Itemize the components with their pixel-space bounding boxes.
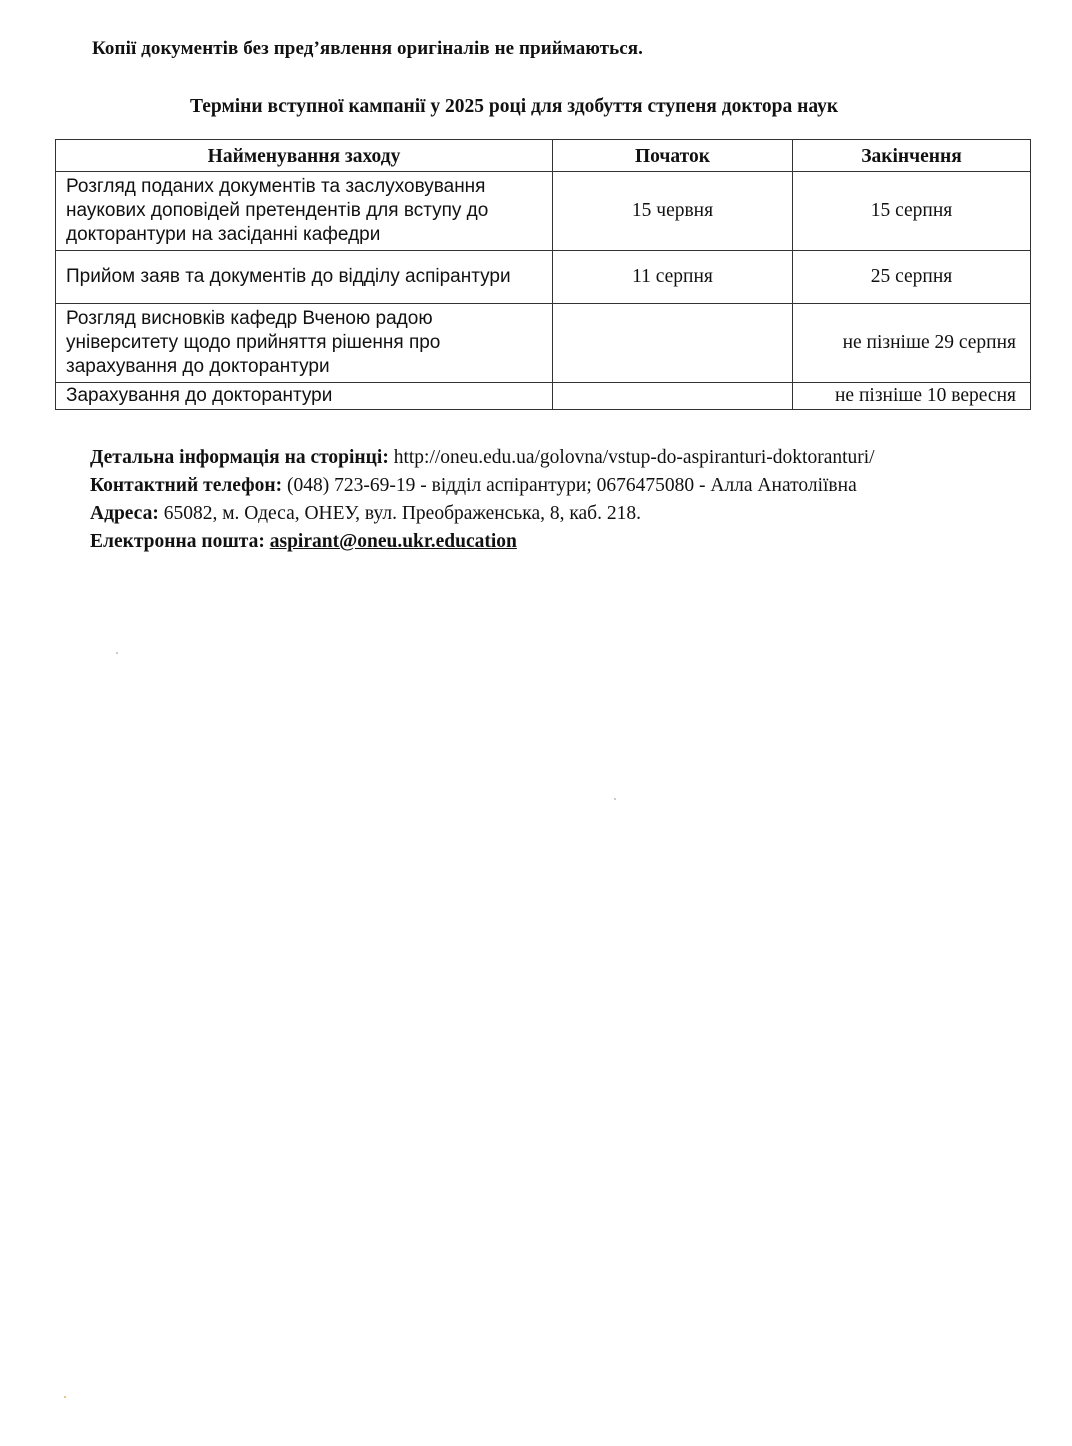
end-date-cell: не пізніше 10 вересня bbox=[793, 383, 1031, 410]
documents-notice: Копії документів без пред’явлення оригіналів не приймаються. bbox=[92, 38, 644, 59]
table-header-row bbox=[56, 140, 1031, 172]
event-name-cell: Зарахування до докторантури bbox=[56, 383, 553, 410]
email-label: Електронна пошта: bbox=[90, 531, 265, 552]
address-label: Адреса: bbox=[90, 503, 159, 524]
schedule-title: Терміни вступної кампанії у 2025 році для здобуття ступеня доктора наук bbox=[190, 96, 839, 117]
details-line bbox=[90, 444, 875, 472]
header-event-name: Найменування заходу bbox=[56, 140, 553, 172]
start-date-cell: 15 червня bbox=[553, 172, 793, 251]
contact-info bbox=[90, 444, 875, 556]
table-row bbox=[56, 251, 1031, 304]
phone-line bbox=[90, 472, 875, 500]
header-start: Початок bbox=[553, 140, 793, 172]
start-date-cell bbox=[553, 383, 793, 410]
address-value: 65082, м. Одеса, ОНЕУ, вул. Преображенська, 8, каб. 218. bbox=[158, 503, 641, 524]
schedule-table bbox=[55, 139, 1031, 410]
header-end: Закінчення bbox=[793, 140, 1031, 172]
end-date-cell: не пізніше 29 серпня bbox=[793, 304, 1031, 383]
end-date-cell: 25 серпня bbox=[793, 251, 1031, 304]
email-line bbox=[90, 528, 875, 556]
scan-speck bbox=[64, 1396, 66, 1398]
phone-label: Контактний телефон: bbox=[90, 475, 283, 496]
address-line bbox=[90, 500, 875, 528]
table-row bbox=[56, 383, 1031, 410]
scan-speck bbox=[614, 798, 616, 800]
event-name-cell: Прийом заяв та документів до відділу аспірантури bbox=[56, 251, 553, 304]
details-label: Детальна інформація на сторінці: bbox=[90, 447, 389, 468]
table-row bbox=[56, 172, 1031, 251]
end-date-cell: 15 серпня bbox=[793, 172, 1031, 251]
start-date-cell: 11 серпня bbox=[553, 251, 793, 304]
details-url[interactable]: http://oneu.edu.ua/golovna/vstup-do-aspiranturi-doktoranturi/ bbox=[388, 447, 875, 468]
email-link[interactable]: aspirant@oneu.ukr.education bbox=[269, 531, 517, 552]
phone-value: (048) 723-69-19 - відділ аспірантури; 0676475080 - Алла Анатоліївна bbox=[282, 475, 857, 496]
scan-speck bbox=[116, 652, 118, 654]
table-row bbox=[56, 304, 1031, 383]
event-name-cell: Розгляд поданих документів та заслуховування наукових доповідей претендентів для вступу до докторантури на засіданні кафедри bbox=[56, 172, 553, 251]
start-date-cell bbox=[553, 304, 793, 383]
event-name-cell: Розгляд висновків кафедр Вченою радою університету щодо прийняття рішення про зарахування до докторантури bbox=[56, 304, 553, 383]
